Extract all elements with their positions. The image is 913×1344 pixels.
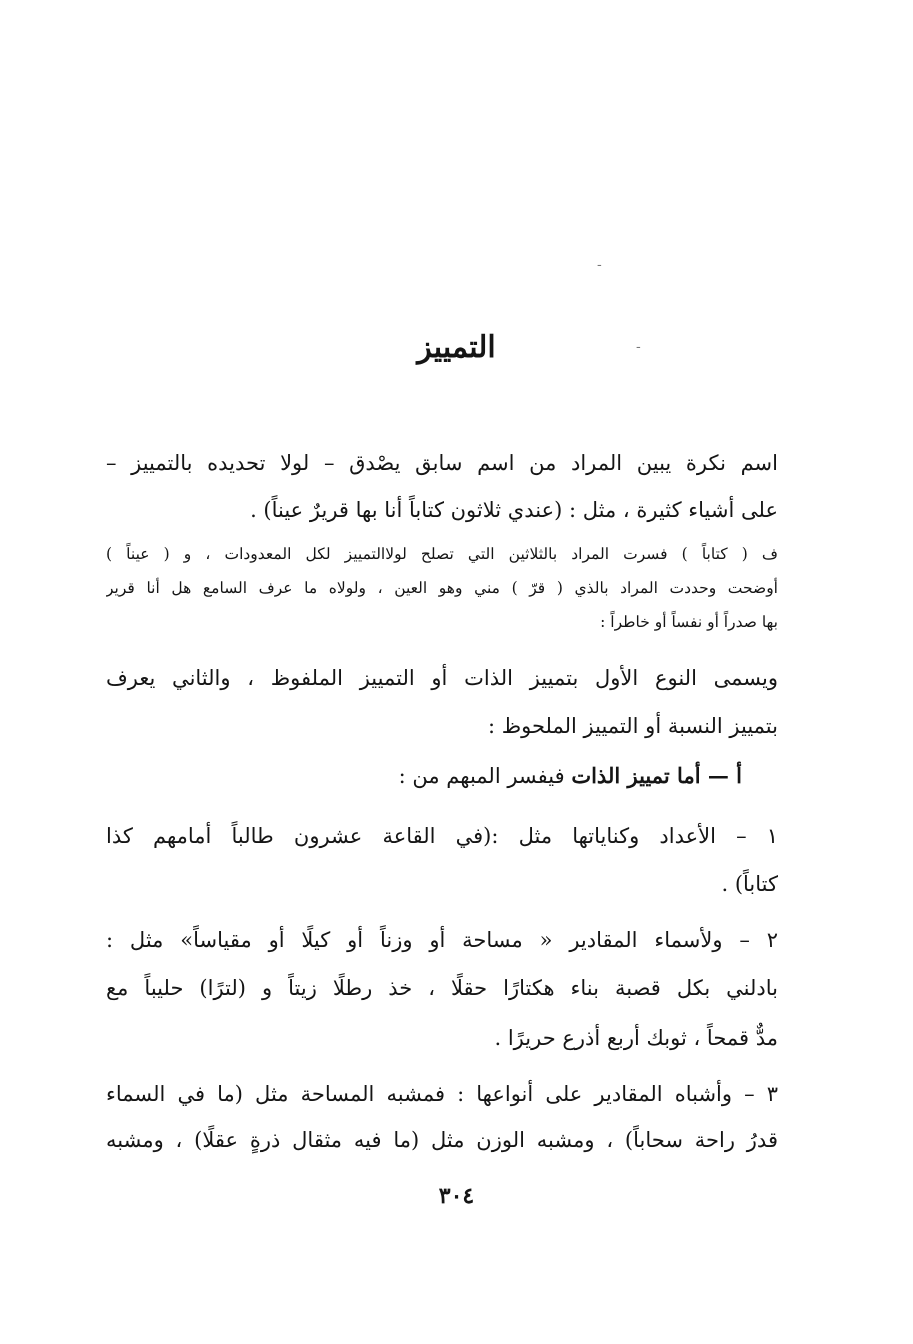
note-line: أوضحت وحددت المراد بالذي ( قرّ ) مني وهو العين ، ولولاه ما عرف السامع هل أنا قرير [106,579,778,597]
list-item-2-line: بادلني بكل قصبة بناء هكتارًا حقلًا ، خذ رطلًا زيتاً و (لترًا) حليباً مع [106,976,778,1000]
section-heading-rest: فيفسر المبهم من : [398,764,572,788]
definition-line: اسم نكرة يبين المراد من اسم سابق يصْدق – لولا تحديده بالتمييز – [106,451,778,475]
section-heading-bold: أ — أما تمييز الذات [571,763,742,788]
page-title: التمييز [417,330,496,365]
definition-line: على أشياء كثيرة ، مثل : (عندي ثلاثون كتاباً أنا بها قريرٌ عيناً) . [250,498,778,522]
types-line: بتمييز النسبة أو التمييز الملحوظ : [487,714,778,738]
list-item-1-line: ١ – الأعداد وكناياتها مثل :(في القاعة عشرون طالباً أمامهم كذا [106,824,778,848]
list-item-2-line: مدٌّ قمحاً ، ثوبك أربع أذرع حريرًا . [494,1026,778,1050]
list-item-1-line: كتاباً) . [721,872,778,896]
section-heading [300,758,742,794]
list-item-3-line: ٣ – وأشباه المقادير على أنواعها : فمشبه المساحة مثل (ما في السماء [106,1082,778,1106]
note-line: بها صدراً أو نفساً أو خاطراً : [600,613,778,631]
note-line: ف ( كتاباً ) فسرت المراد بالثلاثين التي تصلح لولاالتمييز لكل المعدودات ، و ( عيناً ) [106,545,778,563]
list-item-3-line: قدرُ راحة سحاباً) ، ومشبه الوزن مثل (ما فيه مثقال ذرةٍ عقلًا) ، ومشبه [106,1128,778,1152]
page-number: ٣٠٤ [438,1183,475,1209]
scan-speck: - [636,339,641,355]
scan-speck: - [597,257,602,273]
types-line: ويسمى النوع الأول بتمييز الذات أو التمييز الملفوظ ، والثاني يعرف [106,666,778,690]
list-item-2-line: ٢ – ولأسماء المقادير « مساحة أو وزناً أو كيلًا أو مقياساً» مثل : [106,928,778,952]
